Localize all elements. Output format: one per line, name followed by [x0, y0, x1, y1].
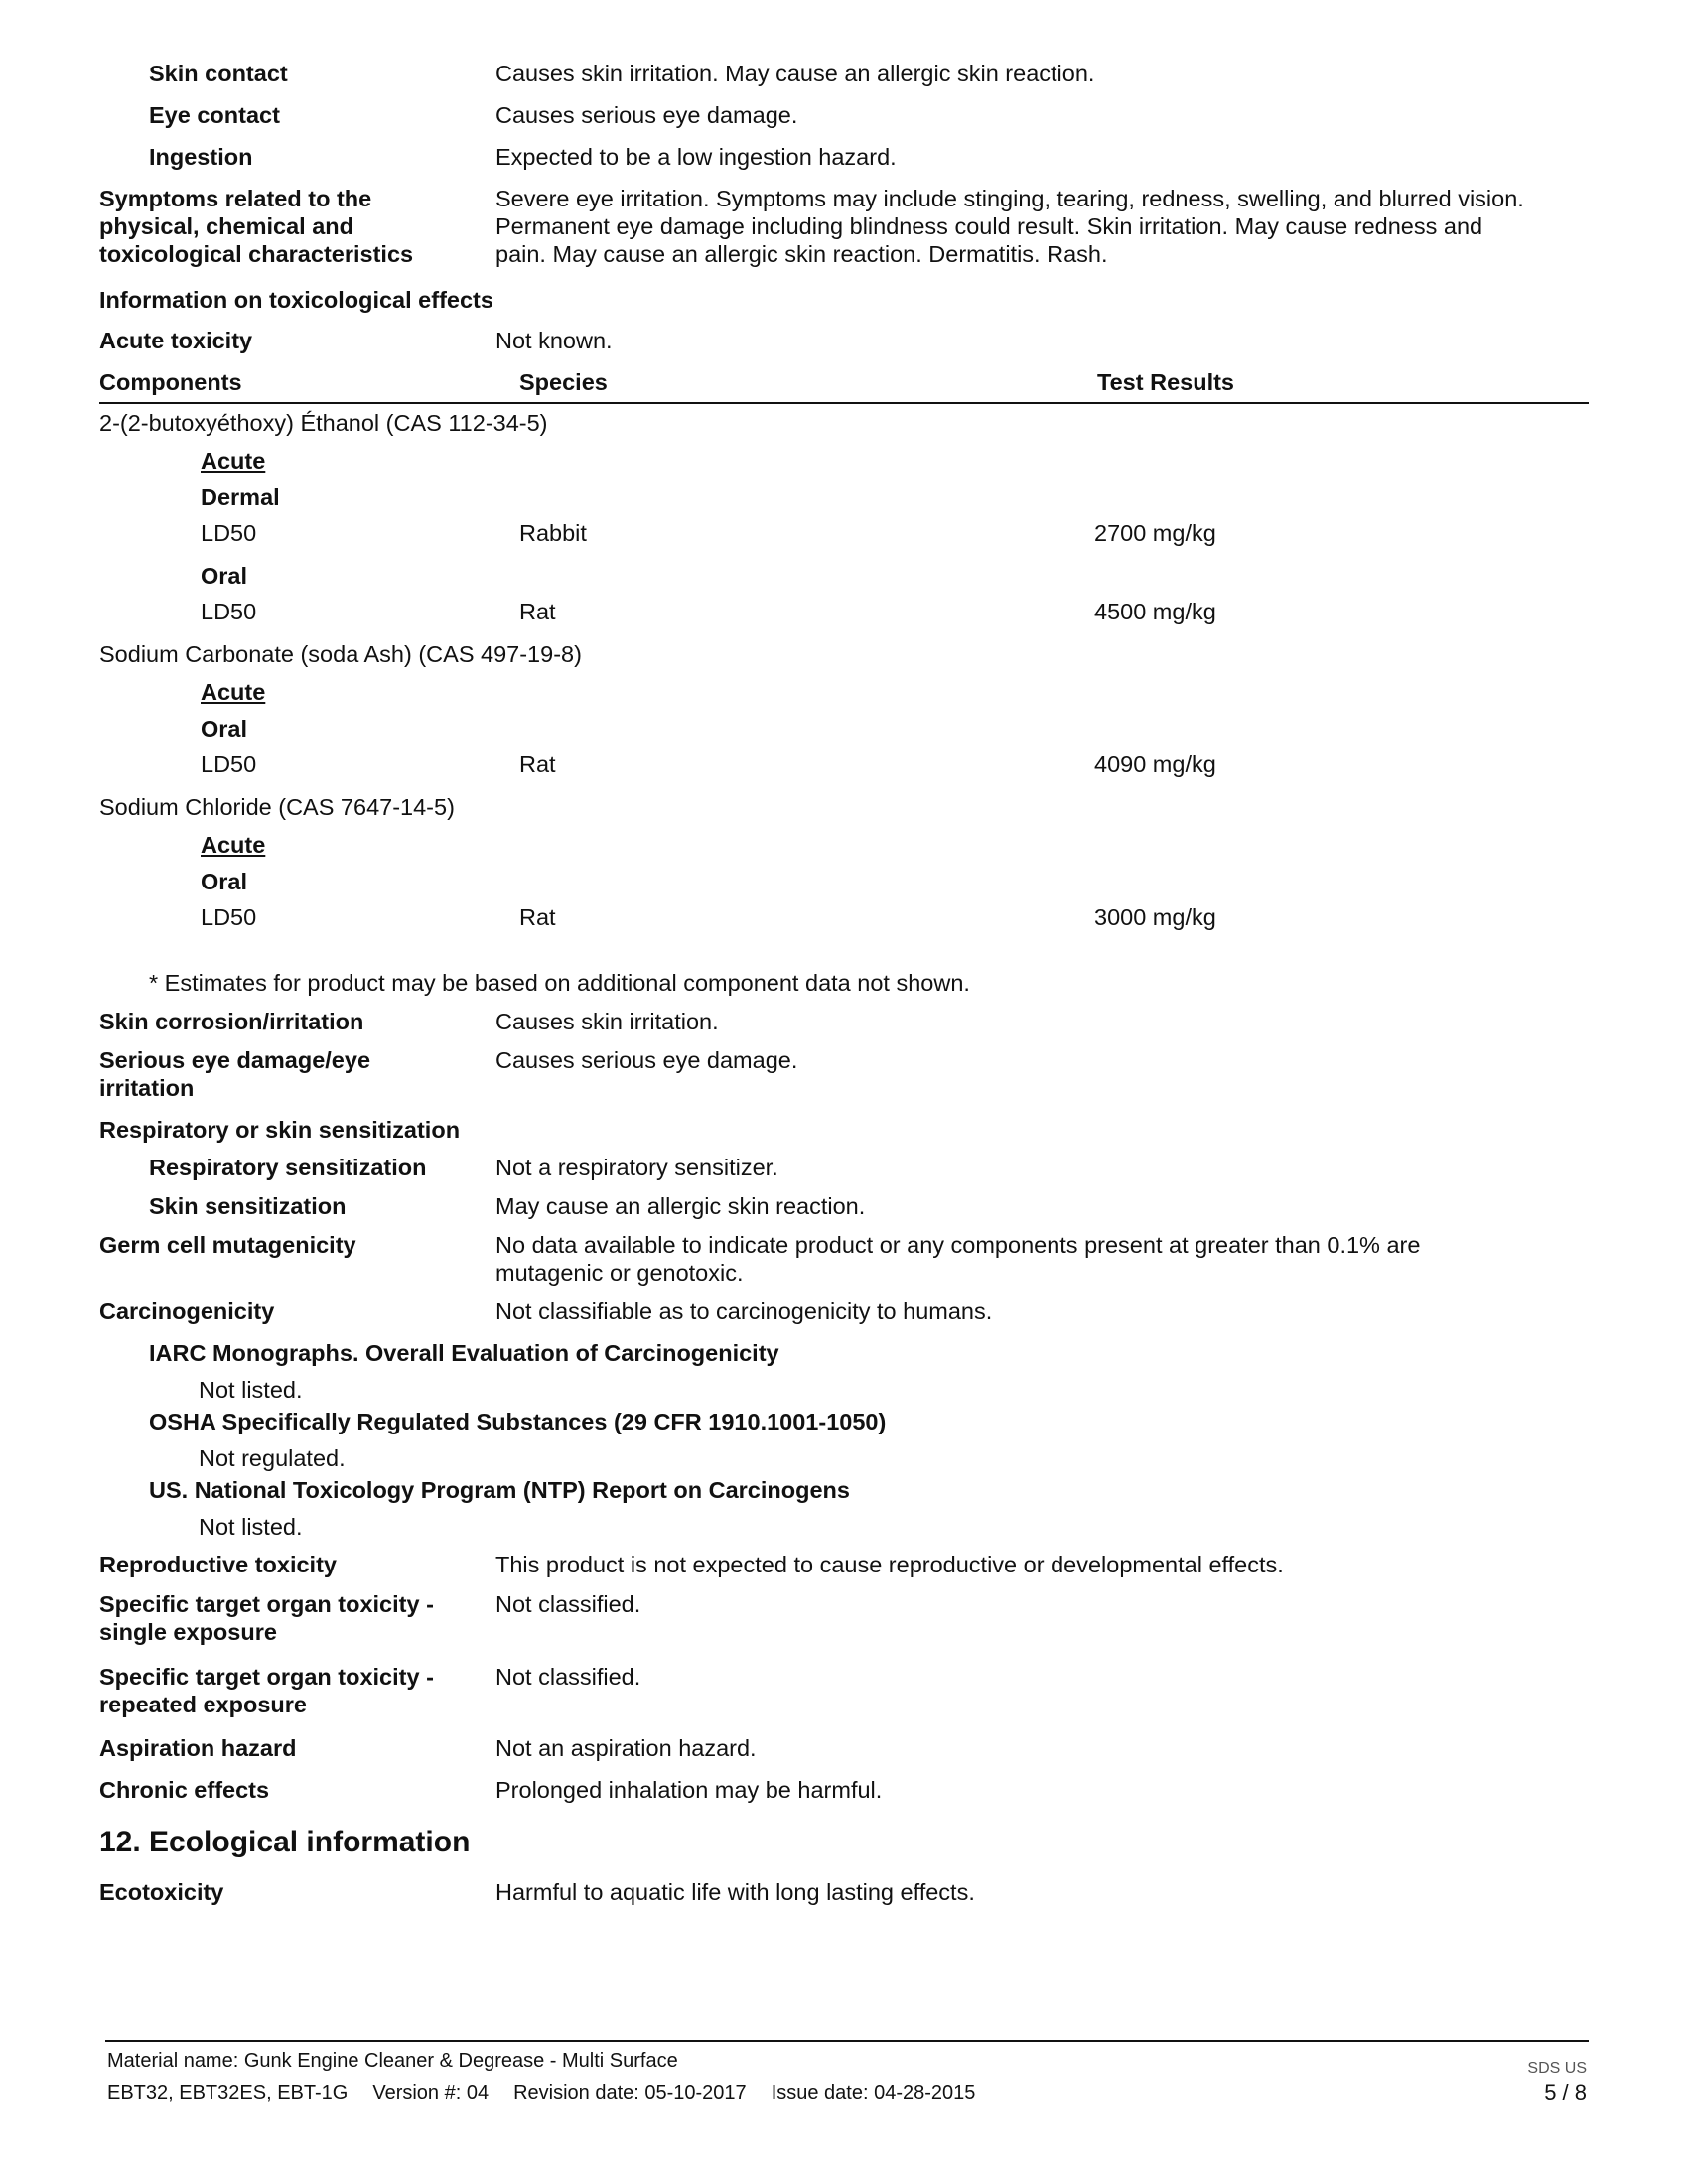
- iarc-heading: IARC Monographs. Overall Evaluation of Carcinogenicity: [149, 1340, 779, 1366]
- eye-contact-value: Causes serious eye damage.: [495, 102, 798, 128]
- test-result: 4500 mg/kg: [1094, 599, 1216, 624]
- species: Rat: [519, 751, 556, 777]
- footer-issue: Issue date: 04-28-2015: [771, 2082, 976, 2104]
- carcinogenicity-value: Not classifiable as to carcinogenicity to humans.: [495, 1298, 993, 1324]
- osha-value: Not regulated.: [199, 1445, 346, 1471]
- skin-contact-label: Skin contact: [149, 61, 288, 86]
- stot-single-label-line: single exposure: [99, 1619, 277, 1645]
- skin-corrosion-value: Causes skin irritation.: [495, 1009, 719, 1034]
- info-heading: Information on toxicological effects: [99, 287, 493, 313]
- header-species: Species: [519, 369, 608, 395]
- acute-toxicity-label: Acute toxicity: [99, 328, 253, 353]
- test-type: LD50: [201, 751, 257, 777]
- skin-contact-value: Causes skin irritation. May cause an allergic skin reaction.: [495, 61, 1095, 86]
- route-label: Oral: [201, 563, 248, 589]
- ecotoxicity-label: Ecotoxicity: [99, 1879, 224, 1905]
- eye-contact-label: Eye contact: [149, 102, 280, 128]
- eye-damage-label-line: Serious eye damage/eye: [99, 1047, 371, 1073]
- symptoms-label: [99, 185, 413, 268]
- footer-page-number: 5 / 8: [1544, 2080, 1587, 2105]
- acute-toxicity-value: Not known.: [495, 328, 613, 353]
- footer-material: Material name: Gunk Engine Cleaner & Degrease - Multi Surface: [107, 2050, 678, 2072]
- stot-repeated-label-line: repeated exposure: [99, 1692, 307, 1717]
- test-type: LD50: [201, 904, 257, 930]
- symptoms-value: Severe eye irritation. Symptoms may include stinging, tearing, redness, swelling, and blurred vision. Permanent eye damage including blindness could result. Skin irritation. May cause redness and pain. May cause an allergic skin reaction. Dermatitis. Rash.: [495, 186, 1524, 267]
- iarc-value: Not listed.: [199, 1377, 303, 1403]
- ingestion-value: Expected to be a low ingestion hazard.: [495, 144, 897, 170]
- stot-single-label-line: Specific target organ toxicity -: [99, 1591, 434, 1617]
- respiratory-sensitization-value: Not a respiratory sensitizer.: [495, 1155, 778, 1180]
- footer-sds-label: SDS US: [1527, 2060, 1587, 2077]
- reproductive-value: This product is not expected to cause reproductive or developmental effects.: [495, 1552, 1284, 1577]
- stot-repeated-value: Not classified.: [495, 1664, 641, 1690]
- test-result: 4090 mg/kg: [1094, 751, 1216, 777]
- germ-cell-value-line: No data available to indicate product or any components present at greater than 0.1% are: [495, 1232, 1421, 1258]
- carcinogenicity-label: Carcinogenicity: [99, 1298, 275, 1324]
- table-header-divider: [99, 402, 1589, 404]
- ecotoxicity-value: Harmful to aquatic life with long lasting effects.: [495, 1879, 975, 1905]
- sensitization-heading: Respiratory or skin sensitization: [99, 1117, 461, 1143]
- component-name: 2-(2-butoxyéthoxy) Éthanol (CAS 112-34-5): [99, 410, 548, 436]
- footer-revision: Revision date: 05-10-2017: [513, 2082, 747, 2104]
- test-result: 2700 mg/kg: [1094, 520, 1216, 546]
- eye-damage-value: Causes serious eye damage.: [495, 1047, 798, 1073]
- ntp-value: Not listed.: [199, 1514, 303, 1540]
- species: Rat: [519, 599, 556, 624]
- reproductive-label: Reproductive toxicity: [99, 1552, 337, 1577]
- header-components: Components: [99, 369, 242, 395]
- species: Rat: [519, 904, 556, 930]
- route-label: Oral: [201, 869, 248, 894]
- stot-single-label: [99, 1590, 434, 1646]
- germ-cell-value-line: mutagenic or genotoxic.: [495, 1260, 744, 1286]
- eye-damage-label-line: irritation: [99, 1075, 195, 1101]
- stot-repeated-label-line: Specific target organ toxicity -: [99, 1664, 434, 1690]
- ntp-heading: US. National Toxicology Program (NTP) Report on Carcinogens: [149, 1477, 850, 1503]
- footer-divider: [105, 2040, 1589, 2042]
- test-type: LD50: [201, 520, 257, 546]
- ingestion-label: Ingestion: [149, 144, 253, 170]
- test-type: LD50: [201, 599, 257, 624]
- header-test-results: Test Results: [1097, 369, 1234, 395]
- aspiration-value: Not an aspiration hazard.: [495, 1735, 757, 1761]
- skin-sensitization-value: May cause an allergic skin reaction.: [495, 1193, 866, 1219]
- stot-single-value: Not classified.: [495, 1591, 641, 1617]
- symptoms-label-line: toxicological characteristics: [99, 241, 414, 267]
- acute-subheading: Acute: [201, 679, 266, 705]
- footer-version: Version #: 04: [372, 2082, 490, 2104]
- acute-subheading: Acute: [201, 832, 266, 858]
- chronic-value: Prolonged inhalation may be harmful.: [495, 1777, 883, 1803]
- footer-codes: EBT32, EBT32ES, EBT-1G: [107, 2082, 349, 2104]
- skin-corrosion-label: Skin corrosion/irritation: [99, 1009, 364, 1034]
- eye-damage-label: [99, 1046, 370, 1102]
- species: Rabbit: [519, 520, 587, 546]
- skin-sensitization-label: Skin sensitization: [149, 1193, 347, 1219]
- table-footnote: * Estimates for product may be based on additional component data not shown.: [149, 970, 970, 996]
- section-12-title: 12. Ecological information: [99, 1826, 471, 1858]
- test-result: 3000 mg/kg: [1094, 904, 1216, 930]
- germ-cell-label: Germ cell mutagenicity: [99, 1232, 356, 1258]
- osha-heading: OSHA Specifically Regulated Substances (29 CFR 1910.1001-1050): [149, 1409, 887, 1434]
- germ-cell-value: [495, 1231, 1420, 1287]
- respiratory-sensitization-label: Respiratory sensitization: [149, 1155, 427, 1180]
- component-name: Sodium Chloride (CAS 7647-14-5): [99, 794, 455, 820]
- component-name: Sodium Carbonate (soda Ash) (CAS 497-19-8): [99, 641, 582, 667]
- route-label: Oral: [201, 716, 248, 742]
- footer-meta: [107, 2081, 975, 2105]
- chronic-label: Chronic effects: [99, 1777, 270, 1803]
- route-label: Dermal: [201, 484, 280, 510]
- acute-subheading: Acute: [201, 448, 266, 474]
- aspiration-label: Aspiration hazard: [99, 1735, 297, 1761]
- symptoms-label-line: Symptoms related to the: [99, 186, 372, 211]
- symptoms-label-line: physical, chemical and: [99, 213, 353, 239]
- stot-repeated-label: [99, 1663, 434, 1718]
